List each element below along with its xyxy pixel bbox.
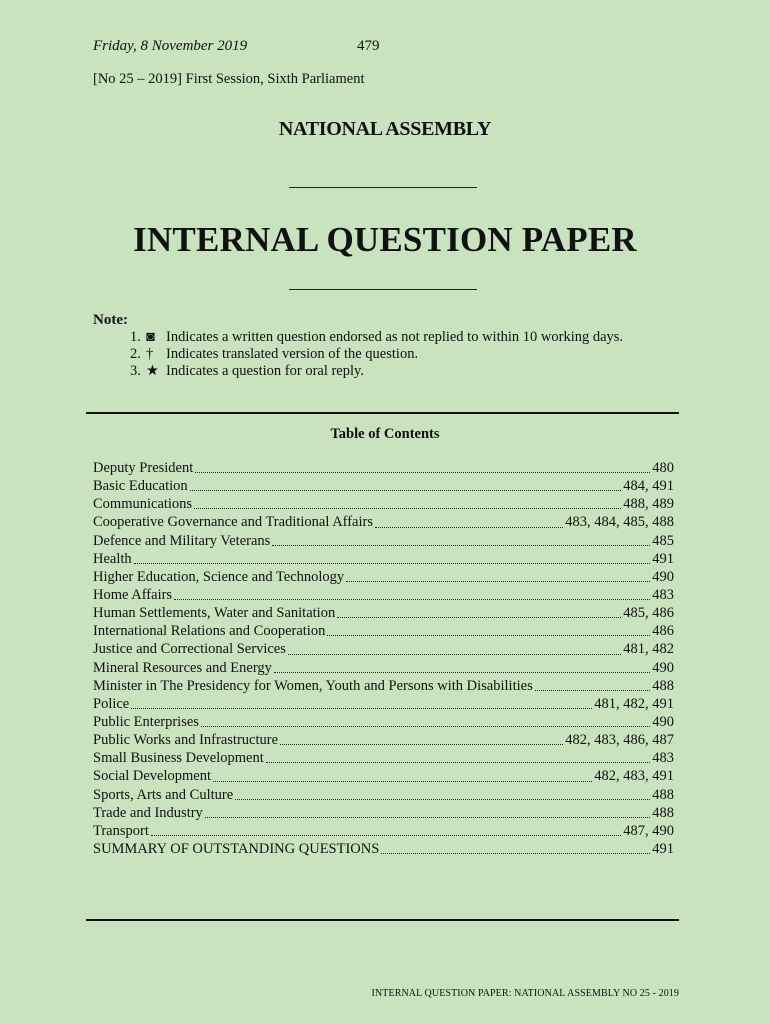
toc-dot-leader [280, 744, 563, 745]
assembly-heading: NATIONAL ASSEMBLY [278, 118, 492, 140]
toc-entry[interactable] [93, 749, 674, 767]
toc-entry-pages: 490 [652, 659, 674, 676]
toc-entry-title: Small Business Development [93, 750, 264, 767]
toc-entry-title: Mineral Resources and Energy [93, 659, 272, 676]
toc-entry-title: Defence and Military Veterans [93, 532, 271, 549]
toc-entry[interactable] [93, 495, 674, 513]
toc-entry[interactable] [93, 550, 674, 568]
toc-entry-title: Health [93, 550, 132, 567]
toc-entry-title: Deputy President [93, 460, 194, 476]
toc-entry[interactable] [93, 568, 674, 586]
toc-entry-pages: 482, 483, 491 [594, 768, 674, 785]
toc-entry[interactable] [93, 822, 674, 840]
paper-title: INTERNAL QUESTION PAPER [133, 220, 637, 259]
toc-dot-leader [195, 472, 650, 473]
toc-entry[interactable] [93, 804, 674, 822]
note-text: Indicates translated version of the question. [166, 346, 419, 362]
note-item: 2. † Indicates translated version of the question. [130, 346, 419, 362]
toc-entry-title: Higher Education, Science and Technology [93, 568, 345, 585]
table-of-contents [93, 459, 674, 858]
toc-entry-title: Transport [93, 822, 149, 839]
toc-entry-pages: 483 [652, 586, 674, 603]
note-item: 3. ★ Indicates a question for oral reply. [130, 363, 364, 379]
toc-entry-pages: 488, 489 [623, 496, 674, 513]
square-dot-icon: ◙ [146, 329, 155, 345]
toc-entry-title: Social Development [93, 768, 211, 785]
toc-entry-pages: 483 [652, 750, 674, 767]
toc-entry[interactable] [93, 459, 674, 477]
title-rule-top [289, 187, 477, 188]
toc-entry-pages: 484, 491 [623, 478, 674, 495]
toc-entry-title: Communications [93, 496, 193, 513]
toc-dot-leader [174, 599, 650, 600]
toc-dot-leader [272, 545, 650, 546]
toc-entry-pages: 482, 483, 486, 487 [565, 732, 674, 749]
toc-entry-pages: 487, 490 [623, 822, 674, 839]
toc-entry-title: International Relations and Cooperation [93, 623, 326, 640]
toc-entry-pages: 480 [652, 460, 674, 476]
toc-dot-leader [337, 617, 621, 618]
toc-dot-leader [213, 781, 592, 782]
dagger-icon: † [146, 346, 154, 362]
toc-dot-leader [375, 527, 563, 528]
toc-dot-leader [151, 835, 621, 836]
toc-dot-leader [274, 672, 650, 673]
paper-date: Friday, 8 November 2019 [93, 38, 248, 54]
toc-entry[interactable] [93, 659, 674, 677]
page-number: 479 [357, 38, 380, 54]
toc-entry-title: Minister in The Presidency for Women, Youth and Persons with Disabilities [93, 677, 533, 694]
toc-title: Table of Contents [330, 426, 440, 442]
toc-entry[interactable] [93, 713, 674, 731]
page-footer: INTERNAL QUESTION PAPER: NATIONAL ASSEMBLY NO 25 - 2019 [371, 988, 679, 999]
toc-entry-pages: 488 [652, 786, 674, 803]
toc-entry-pages: 486 [652, 623, 674, 640]
toc-entry-pages: 488 [652, 804, 674, 821]
toc-entry-pages: 481, 482, 491 [594, 695, 674, 712]
toc-entry-pages: 488 [652, 677, 674, 694]
toc-dot-leader [201, 726, 650, 727]
toc-entry-pages: 490 [652, 713, 674, 730]
toc-entry[interactable] [93, 731, 674, 749]
toc-dot-leader [288, 654, 621, 655]
note-item: 1. ◙ Indicates a written question endorsed as not replied to within 10 working days. [130, 329, 624, 345]
toc-entry[interactable] [93, 695, 674, 713]
toc-entry-title: Public Enterprises [93, 713, 199, 730]
toc-dot-leader [346, 581, 650, 582]
toc-entry-pages: 485 [652, 532, 674, 549]
toc-dot-leader [535, 690, 651, 691]
note-label: Note: [93, 312, 128, 328]
session-line: [No 25 – 2019] First Session, Sixth Parliament [93, 71, 365, 87]
star-icon: ★ [146, 363, 159, 379]
toc-entry[interactable] [93, 477, 674, 495]
toc-entry-pages: 481, 482 [623, 641, 674, 658]
toc-entry-title: Public Works and Infrastructure [93, 732, 279, 749]
toc-rule-top [86, 412, 679, 414]
toc-entry-title: Home Affairs [93, 586, 173, 603]
toc-dot-leader [266, 762, 650, 763]
toc-dot-leader [381, 853, 650, 854]
toc-entry-title: Sports, Arts and Culture [93, 786, 234, 803]
toc-rule-bottom [86, 919, 679, 921]
toc-entry-title: Cooperative Governance and Traditional Affairs [93, 514, 373, 531]
note-text: Indicates a question for oral reply. [166, 363, 364, 379]
toc-entry[interactable] [93, 604, 674, 622]
toc-entry-title: Basic Education [93, 478, 188, 495]
toc-dot-leader [327, 635, 650, 636]
toc-entry[interactable] [93, 586, 674, 604]
title-rule-bottom [289, 289, 477, 290]
toc-entry-pages: 483, 484, 485, 488 [565, 514, 674, 531]
toc-entry-pages: 491 [652, 840, 674, 857]
toc-entry-title: Trade and Industry [93, 804, 203, 821]
toc-dot-leader [194, 508, 621, 509]
toc-entry-pages: 491 [652, 550, 674, 567]
toc-entry-title: Police [93, 695, 130, 712]
toc-dot-leader [134, 563, 651, 564]
toc-dot-leader [205, 817, 650, 818]
toc-dot-leader [235, 799, 650, 800]
note-text: Indicates a written question endorsed as not replied to within 10 working days. [166, 329, 624, 345]
toc-entry-pages: 490 [652, 568, 674, 585]
toc-entry-pages: 485, 486 [623, 605, 674, 622]
toc-entry-title: Human Settlements, Water and Sanitation [93, 605, 336, 622]
toc-entry[interactable] [93, 532, 674, 550]
toc-entry[interactable] [93, 677, 674, 695]
toc-entry[interactable] [93, 513, 674, 531]
toc-dot-leader [190, 490, 622, 491]
toc-entry-title: SUMMARY OF OUTSTANDING QUESTIONS [93, 840, 380, 857]
toc-entry[interactable] [93, 840, 674, 858]
toc-entry[interactable] [93, 767, 674, 785]
toc-dot-leader [131, 708, 592, 709]
toc-entry[interactable] [93, 640, 674, 658]
toc-entry-title: Justice and Correctional Services [93, 641, 286, 658]
toc-entry[interactable] [93, 786, 674, 804]
toc-entry[interactable] [93, 622, 674, 640]
